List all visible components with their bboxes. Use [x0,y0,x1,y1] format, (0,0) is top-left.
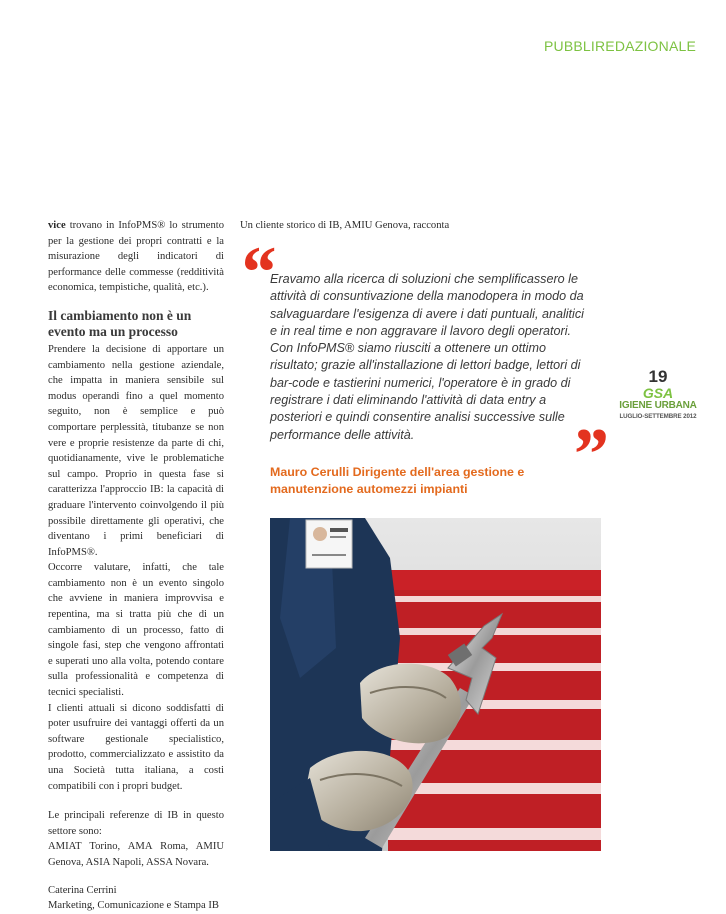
references-list: AMIAT Torino, AMA Roma, AMIU Genova, ASIA Napoli, ASSA Novara. [48,841,224,868]
quote-open-mark: “ [238,232,275,314]
references-intro: Le principali referenze di IB in questo settore sono: [48,810,224,837]
author-role: Marketing, Comunicazione e Stampa IB [48,900,219,912]
folio [618,368,698,421]
author-name: Caterina Cerrini [48,884,117,896]
magazine-logo: GSA [642,385,674,401]
quote-intro: Un cliente storico di IB, AMIU Genova, racconta [240,220,450,231]
issue-date: LUGLIO-SETTEMBRE 2012 [619,413,697,420]
body-paragraph-1: Prendere la decisione di apportare un cambiamento nella gestione aziendale, che impatta in maniera sensibile sul modus operandi fino a quel momento seguito, non è semplice e può comportare perplessità, titubanze se non vere e proprie resistenze da parte di chi, quotidianamente, vive le problematiche sul campo. Proprio in questa fase si caratterizza l'approccio IB: la capacità di graduare l'intervento coinvolgendo il più possibile direttamente gli operativi, che diventano i primi beneficiari di InfoPMS®. [48,343,224,558]
lead-bold-word: vice [48,220,66,231]
customer-quote: Eravamo alla ricerca di soluzioni che semplificassero le attività di consuntivazione della manodopera in modo da salvaguardare l'esigenza di avere i dati puntuali, analitici e in real time e non aggravare il lavoro degli operatori. Con InfoPMS® siamo riusciti a ottenere un ottimo risultato; grazie all'installazione di lettori badge, lettori di bar-code e tastierini numerici, l'operatore è in grado di registrare i dati eliminando l'attività di data entry a posteriori e quindi consentire analisi successive sulle performance delle attività. [270,272,584,442]
left-column [48,218,224,914]
quote-close-mark: ” [570,414,607,496]
page-number: 19 [648,367,668,386]
quote-signature: Mauro Cerulli Dirigente dell'area gestione e manutenzione automezzi impianti [270,465,525,496]
lead-paragraph [48,218,224,296]
magazine-subtitle: IGIENE URBANA [619,400,697,411]
section-heading: Il cambiamento non è un evento ma un processo [48,307,192,339]
body-paragraph-2: Occorre valutare, infatti, che tale cambiamento non è un evento singolo che avviene in maniera improvvisa e repentina, ma si tratta più che di un cambiamento di un processo, fatto di singole fasi, step che vengono affrontati e superati uno alla volta, potendo contare sulla professionalità e competenza di tecnici specialisti. [48,562,224,699]
lead-text: trovano in InfoPMS® lo strumento per la gestione dei propri contratti e la misurazione degli indicatori di performance delle commesse (redditività economica, tempistiche, qualità, etc.). [48,220,224,294]
mechanic-photo [270,518,601,851]
body-paragraph-3: I clienti attuali si dicono soddisfatti di poter usufruire dei vantaggi offerti da un software gestionale specialistico, prodotto, commercializzato e assistito da una Società tutta italiana, a costi compatibili con i propri budget. [48,702,224,792]
author-block [48,883,224,914]
section-tag: PUBBLIREDAZIONALE [544,38,696,54]
